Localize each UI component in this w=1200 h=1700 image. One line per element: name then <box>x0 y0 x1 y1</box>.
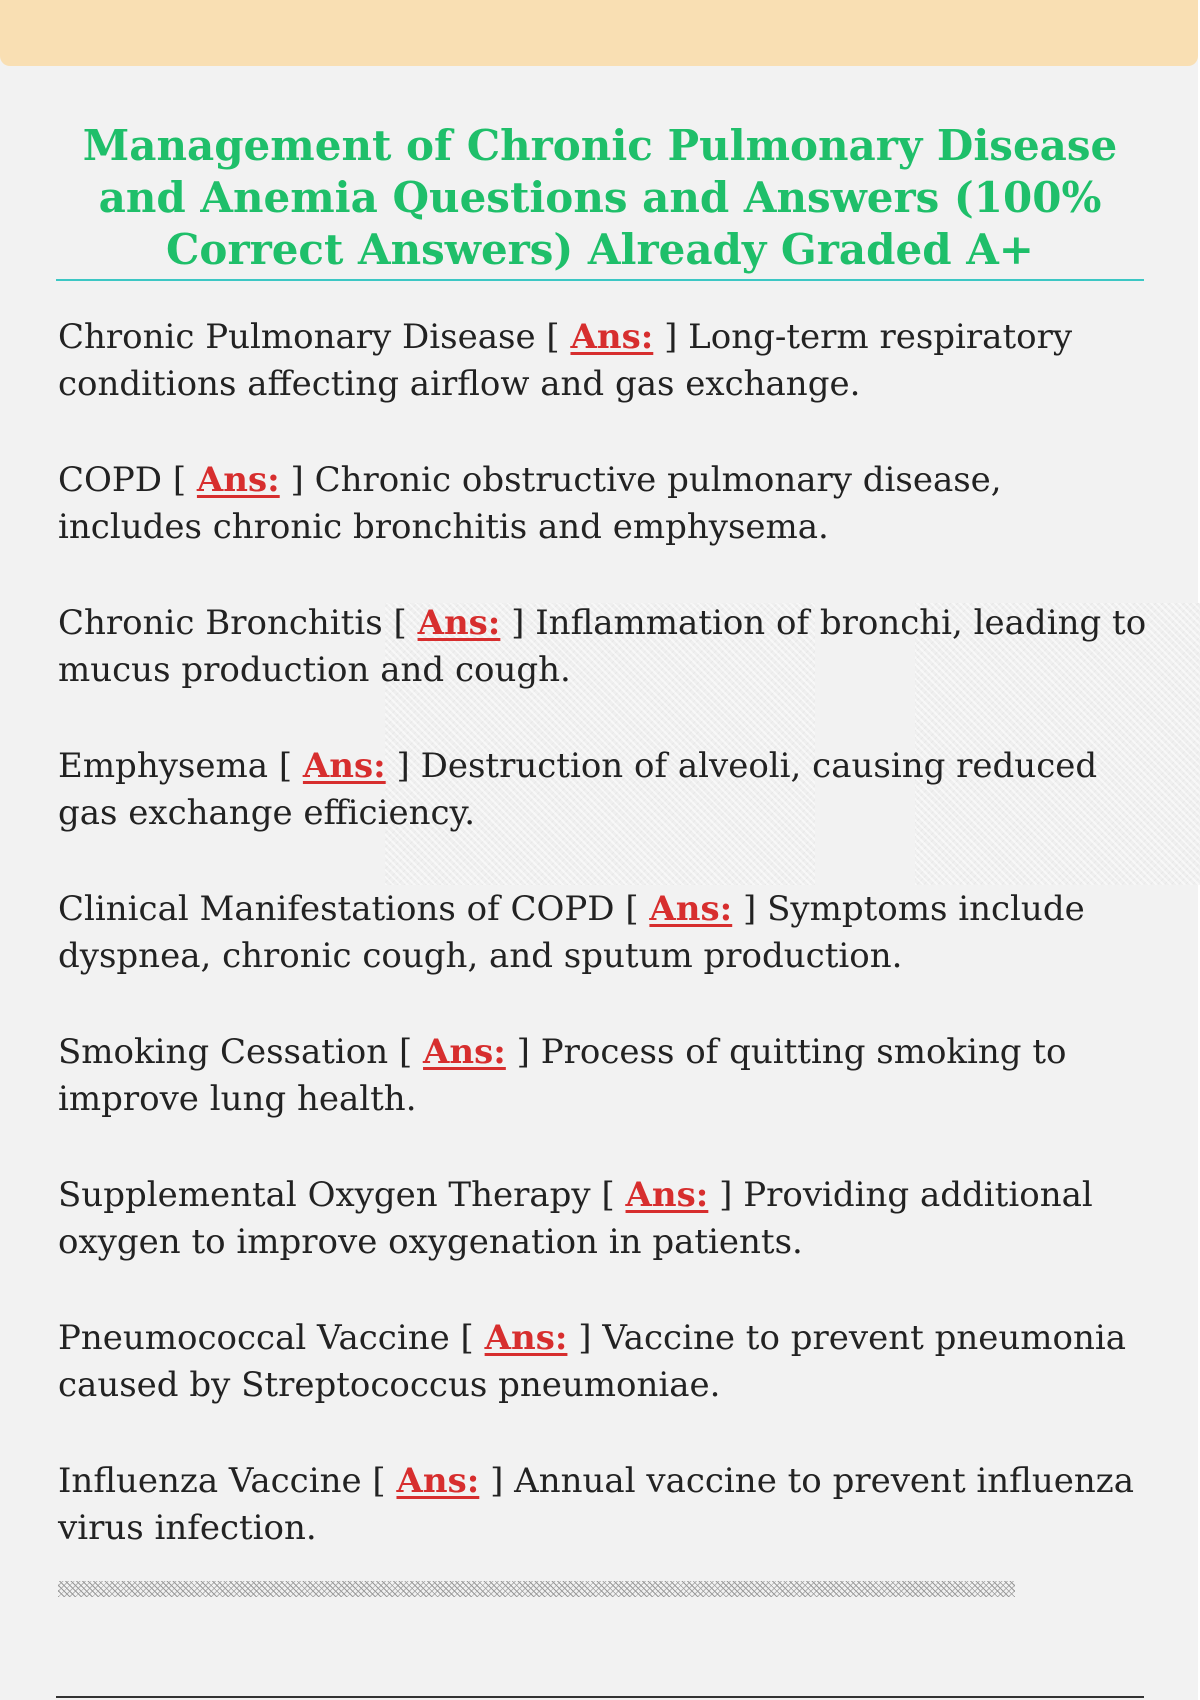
qa-term: Pneumococcal Vaccine <box>58 1318 450 1358</box>
qa-definition: Process of quitting smoking to improve lung health. <box>58 1032 1067 1119</box>
bracket-open: [ <box>382 603 418 643</box>
bracket-open: [ <box>268 746 303 786</box>
answer-label: Ans: <box>649 889 733 929</box>
qa-term: Chronic Bronchitis <box>58 603 383 643</box>
qa-term: Clinical Manifestations of COPD <box>58 889 615 929</box>
bracket-open: [ <box>162 460 197 500</box>
answer-label: Ans: <box>417 603 501 643</box>
answer-label: Ans: <box>423 1032 506 1072</box>
qa-item <box>58 1172 1148 1315</box>
bracket-close: ] <box>385 746 421 786</box>
qa-item <box>58 457 1148 600</box>
qa-definition: Chronic obstructive pulmonary disease, includes chronic bronchitis and emphysema. <box>58 460 1002 547</box>
qa-term: Supplemental Oxygen Therapy <box>58 1175 591 1215</box>
qa-definition: Inflammation of bronchi, leading to mucus production and cough. <box>58 603 1147 690</box>
answer-label: Ans: <box>570 317 654 357</box>
bracket-close: ] <box>653 317 689 357</box>
bracket-open: [ <box>590 1175 626 1215</box>
qa-definition: Providing additional oxygen to improve oxygenation in patients. <box>58 1175 1093 1262</box>
bracket-close: ] <box>708 1175 744 1215</box>
qa-item <box>58 1315 1148 1458</box>
bracket-close: ] <box>479 1461 515 1501</box>
bracket-open: [ <box>535 317 571 357</box>
qa-definition: Annual vaccine to prevent influenza virus infection. <box>58 1461 1134 1548</box>
answer-label: Ans: <box>396 1461 480 1501</box>
qa-term: Emphysema <box>58 746 269 786</box>
bracket-open: [ <box>388 1032 424 1072</box>
bracket-open: [ <box>449 1318 485 1358</box>
title-divider <box>56 279 1144 281</box>
bracket-open: [ <box>361 1461 397 1501</box>
document-title: Management of Chronic Pulmonary Disease and Anemia Questions and Answers (100% Correct Answers) Already Graded A+ <box>82 121 1118 274</box>
qa-term: Influenza Vaccine <box>58 1461 362 1501</box>
bracket-close: ] <box>279 460 315 500</box>
qa-definition: Long-term respiratory conditions affecting airflow and gas exchange. <box>58 317 1073 404</box>
footer-rule <box>56 1696 1144 1698</box>
qa-term: Smoking Cessation <box>58 1032 389 1072</box>
qa-list <box>58 314 1148 1601</box>
qa-term: Chronic Pulmonary Disease <box>58 317 536 357</box>
bracket-open: [ <box>614 889 650 929</box>
qa-item <box>58 314 1148 457</box>
qa-item <box>58 1458 1148 1601</box>
qa-definition: Symptoms include dyspnea, chronic cough, and sputum production. <box>58 889 1085 976</box>
bracket-close: ] <box>505 1032 541 1072</box>
bracket-close: ] <box>567 1318 603 1358</box>
qa-item <box>58 1029 1148 1172</box>
answer-label: Ans: <box>625 1175 709 1215</box>
hatched-divider <box>58 1581 1015 1597</box>
answer-label: Ans: <box>302 746 386 786</box>
qa-item <box>58 886 1148 1029</box>
answer-label: Ans: <box>196 460 280 500</box>
qa-definition: Destruction of alveoli, causing reduced gas exchange efficiency. <box>58 746 1098 833</box>
bracket-close: ] <box>500 603 536 643</box>
header-banner <box>0 0 1198 66</box>
qa-definition: Vaccine to prevent pneumonia caused by Streptococcus pneumoniae. <box>58 1318 1127 1405</box>
answer-label: Ans: <box>484 1318 568 1358</box>
bracket-close: ] <box>732 889 768 929</box>
qa-item <box>58 600 1148 743</box>
qa-term: COPD <box>58 460 163 500</box>
qa-item <box>58 743 1148 886</box>
